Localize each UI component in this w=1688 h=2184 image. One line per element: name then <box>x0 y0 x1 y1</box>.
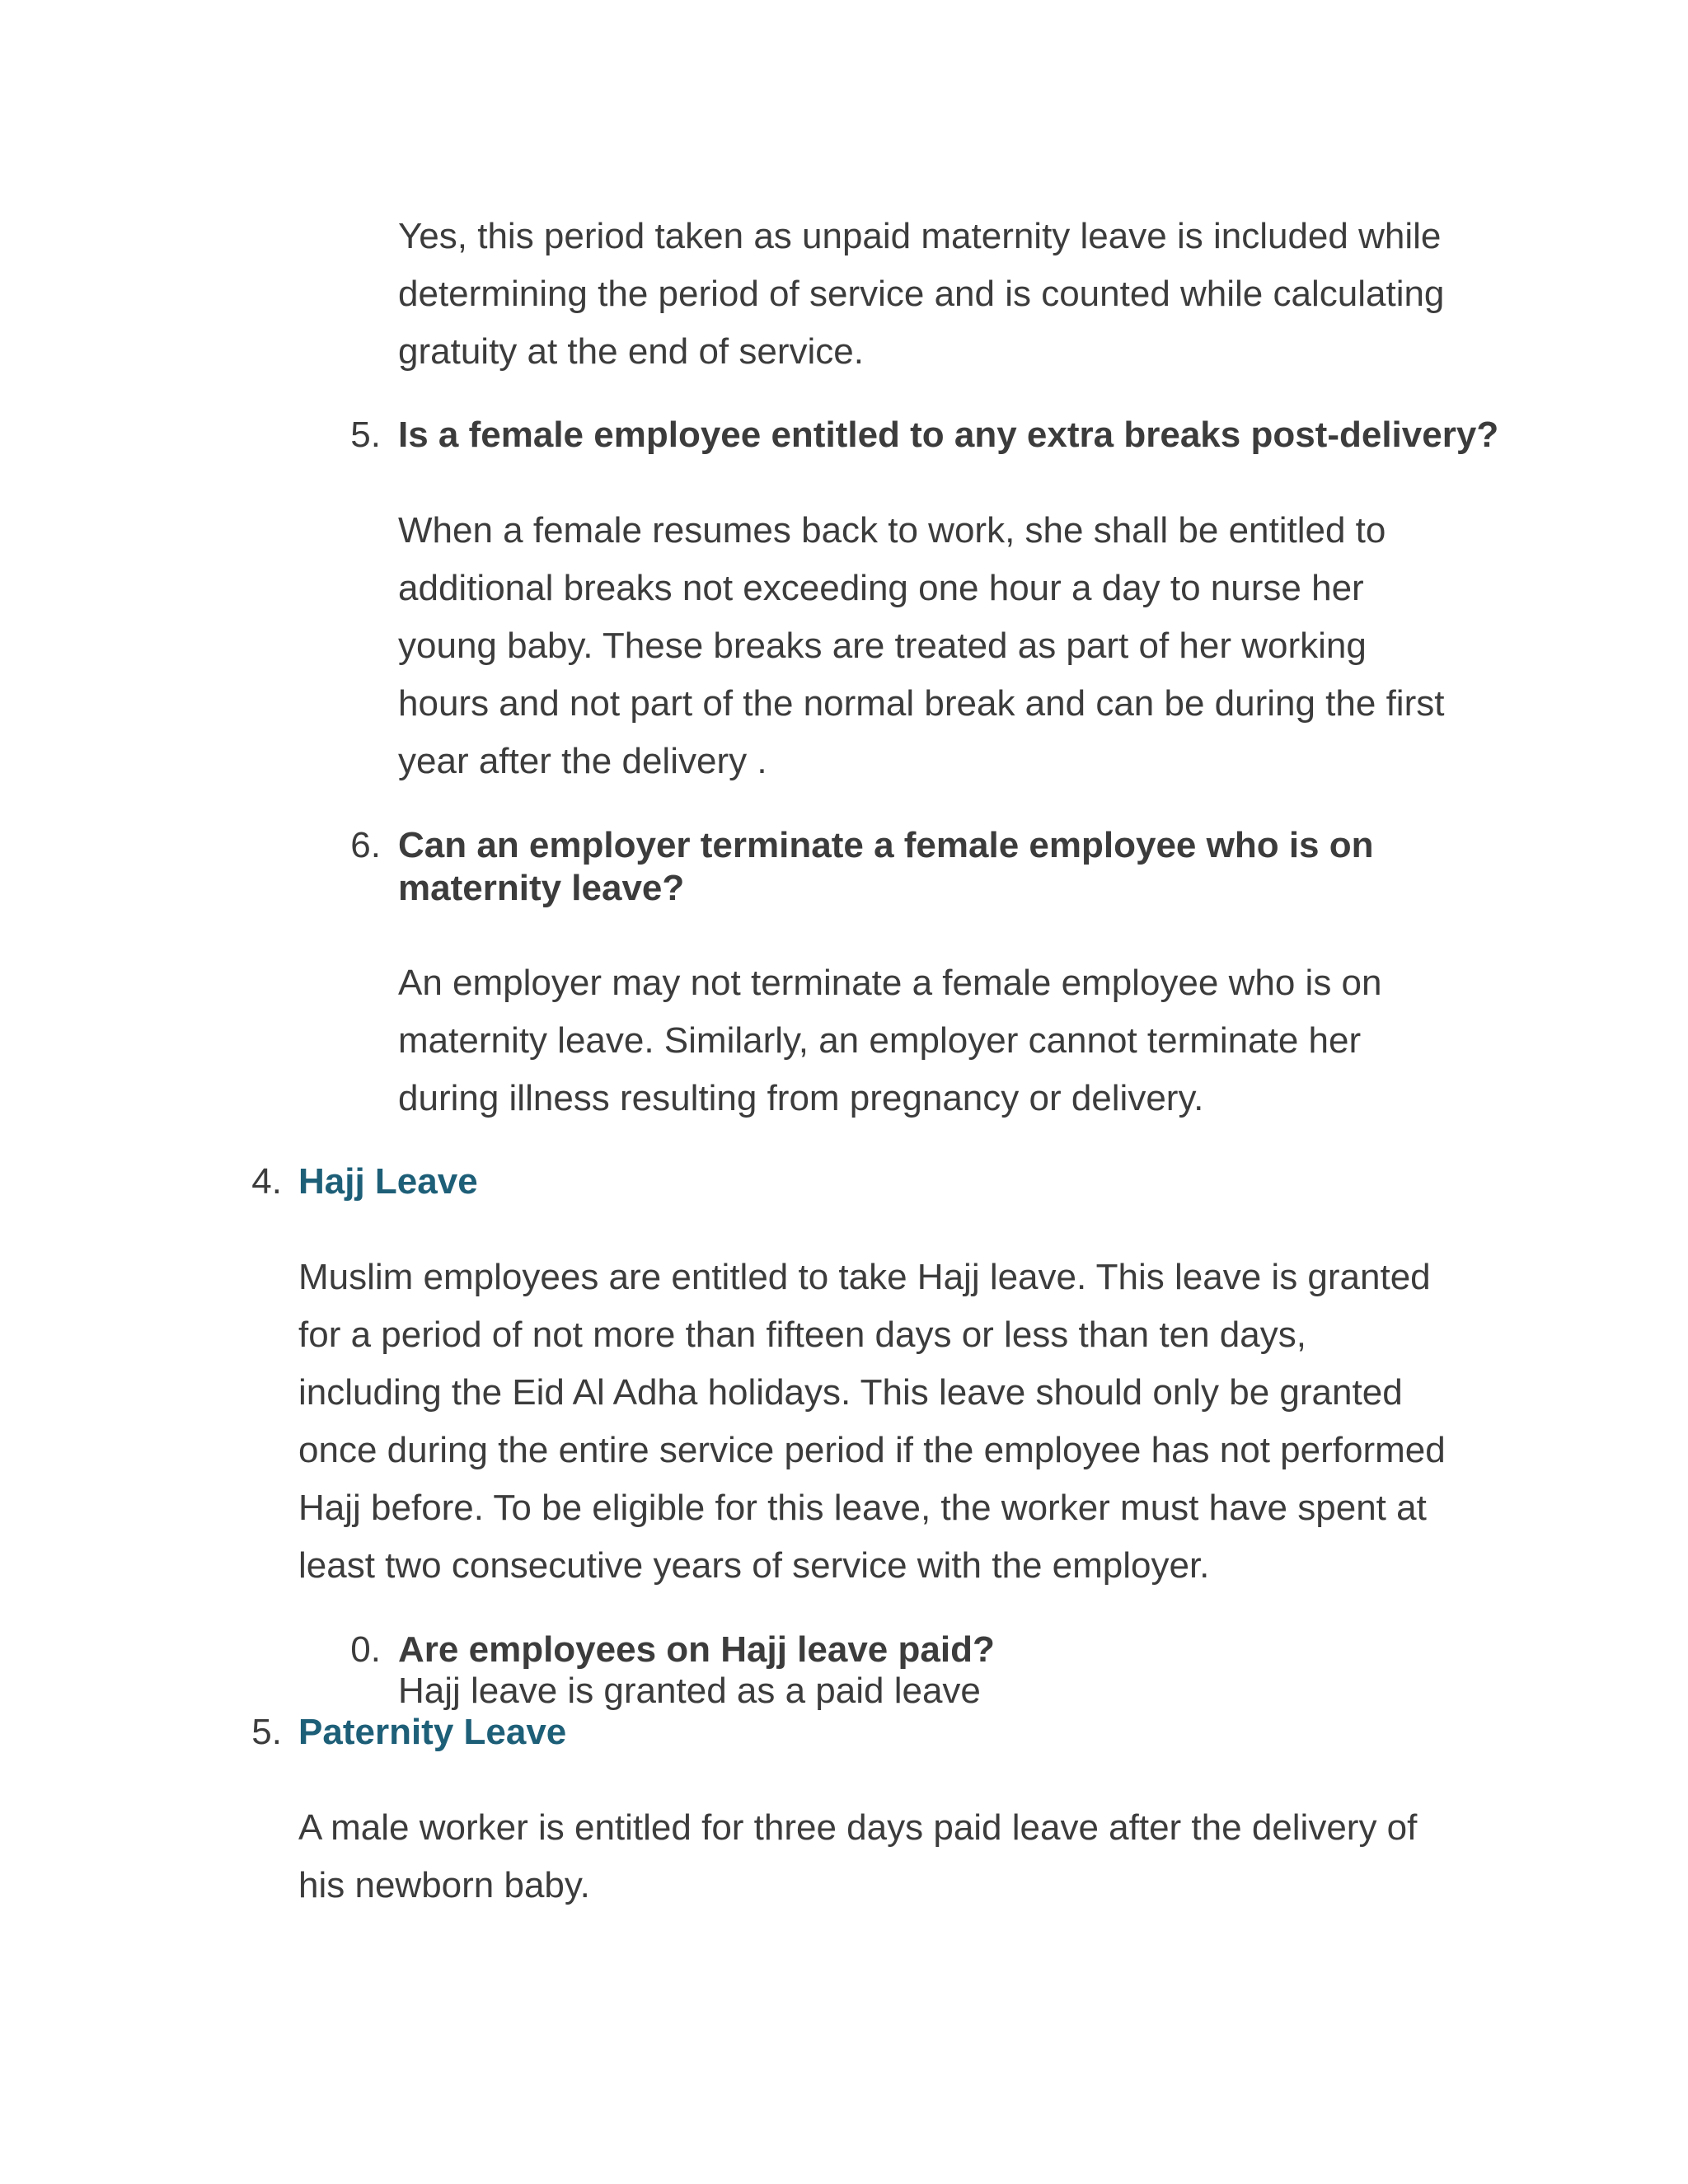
text-line: for a period of not more than fifteen days or less than ten days, <box>298 1315 1306 1355</box>
question-hajj-paid: Are employees on Hajj leave paid? <box>398 1629 995 1670</box>
text-line: A male worker is entitled for three days paid leave after the delivery of <box>298 1807 1418 1848</box>
question-terminate-maternity <box>398 824 1374 910</box>
text-line: year after the delivery . <box>398 741 767 781</box>
body-paragraph-paternity-leave <box>298 1799 1417 1915</box>
text-line: Can an employer terminate a female employee who is on <box>398 825 1374 865</box>
list-number: 5. <box>251 1712 282 1752</box>
text-line: gratuity at the end of service. <box>398 331 864 372</box>
list-number: 4. <box>251 1161 282 1202</box>
section-heading-hajj-leave: Hajj Leave <box>298 1161 478 1202</box>
text-line: Hajj before. To be eligible for this leave, the worker must have spent at <box>298 1488 1427 1528</box>
text-line: once during the entire service period if the employee has not performed <box>298 1430 1446 1470</box>
text-line: When a female resumes back to work, she shall be entitled to <box>398 510 1386 551</box>
text-line: hours and not part of the normal break and can be during the first <box>398 683 1445 724</box>
answer-paragraph-terminate <box>398 954 1381 1127</box>
text-line: maternity leave? <box>398 868 685 908</box>
text-line: An employer may not terminate a female employee who is on <box>398 963 1382 1003</box>
text-line: Muslim employees are entitled to take Hajj leave. This leave is granted <box>298 1257 1431 1297</box>
section-heading-paternity-leave: Paternity Leave <box>298 1712 567 1752</box>
text-line: additional breaks not exceeding one hour a day to nurse her <box>398 568 1364 608</box>
answer-paragraph-extra-breaks <box>398 502 1444 790</box>
text-line: Yes, this period taken as unpaid maternity leave is included while <box>398 216 1442 256</box>
answer-paragraph-unpaid-maternity <box>398 208 1444 381</box>
list-number: 5. <box>350 415 381 455</box>
question-extra-breaks: Is a female employee entitled to any extra breaks post-delivery? <box>398 415 1499 455</box>
text-line: determining the period of service and is counted while calculating <box>398 274 1445 314</box>
list-number: 0. <box>350 1629 381 1670</box>
text-line: least two consecutive years of service with the employer. <box>298 1545 1210 1586</box>
text-line: maternity leave. Similarly, an employer cannot terminate her <box>398 1020 1362 1061</box>
text-line: his newborn baby. <box>298 1865 590 1905</box>
answer-hajj-paid: Hajj leave is granted as a paid leave <box>398 1671 981 1711</box>
text-line: during illness resulting from pregnancy or delivery. <box>398 1078 1204 1118</box>
body-paragraph-hajj-leave <box>298 1249 1446 1595</box>
text-line: young baby. These breaks are treated as part of her working <box>398 626 1367 666</box>
list-number: 6. <box>350 825 381 865</box>
text-line: including the Eid Al Adha holidays. This leave should only be granted <box>298 1372 1403 1413</box>
